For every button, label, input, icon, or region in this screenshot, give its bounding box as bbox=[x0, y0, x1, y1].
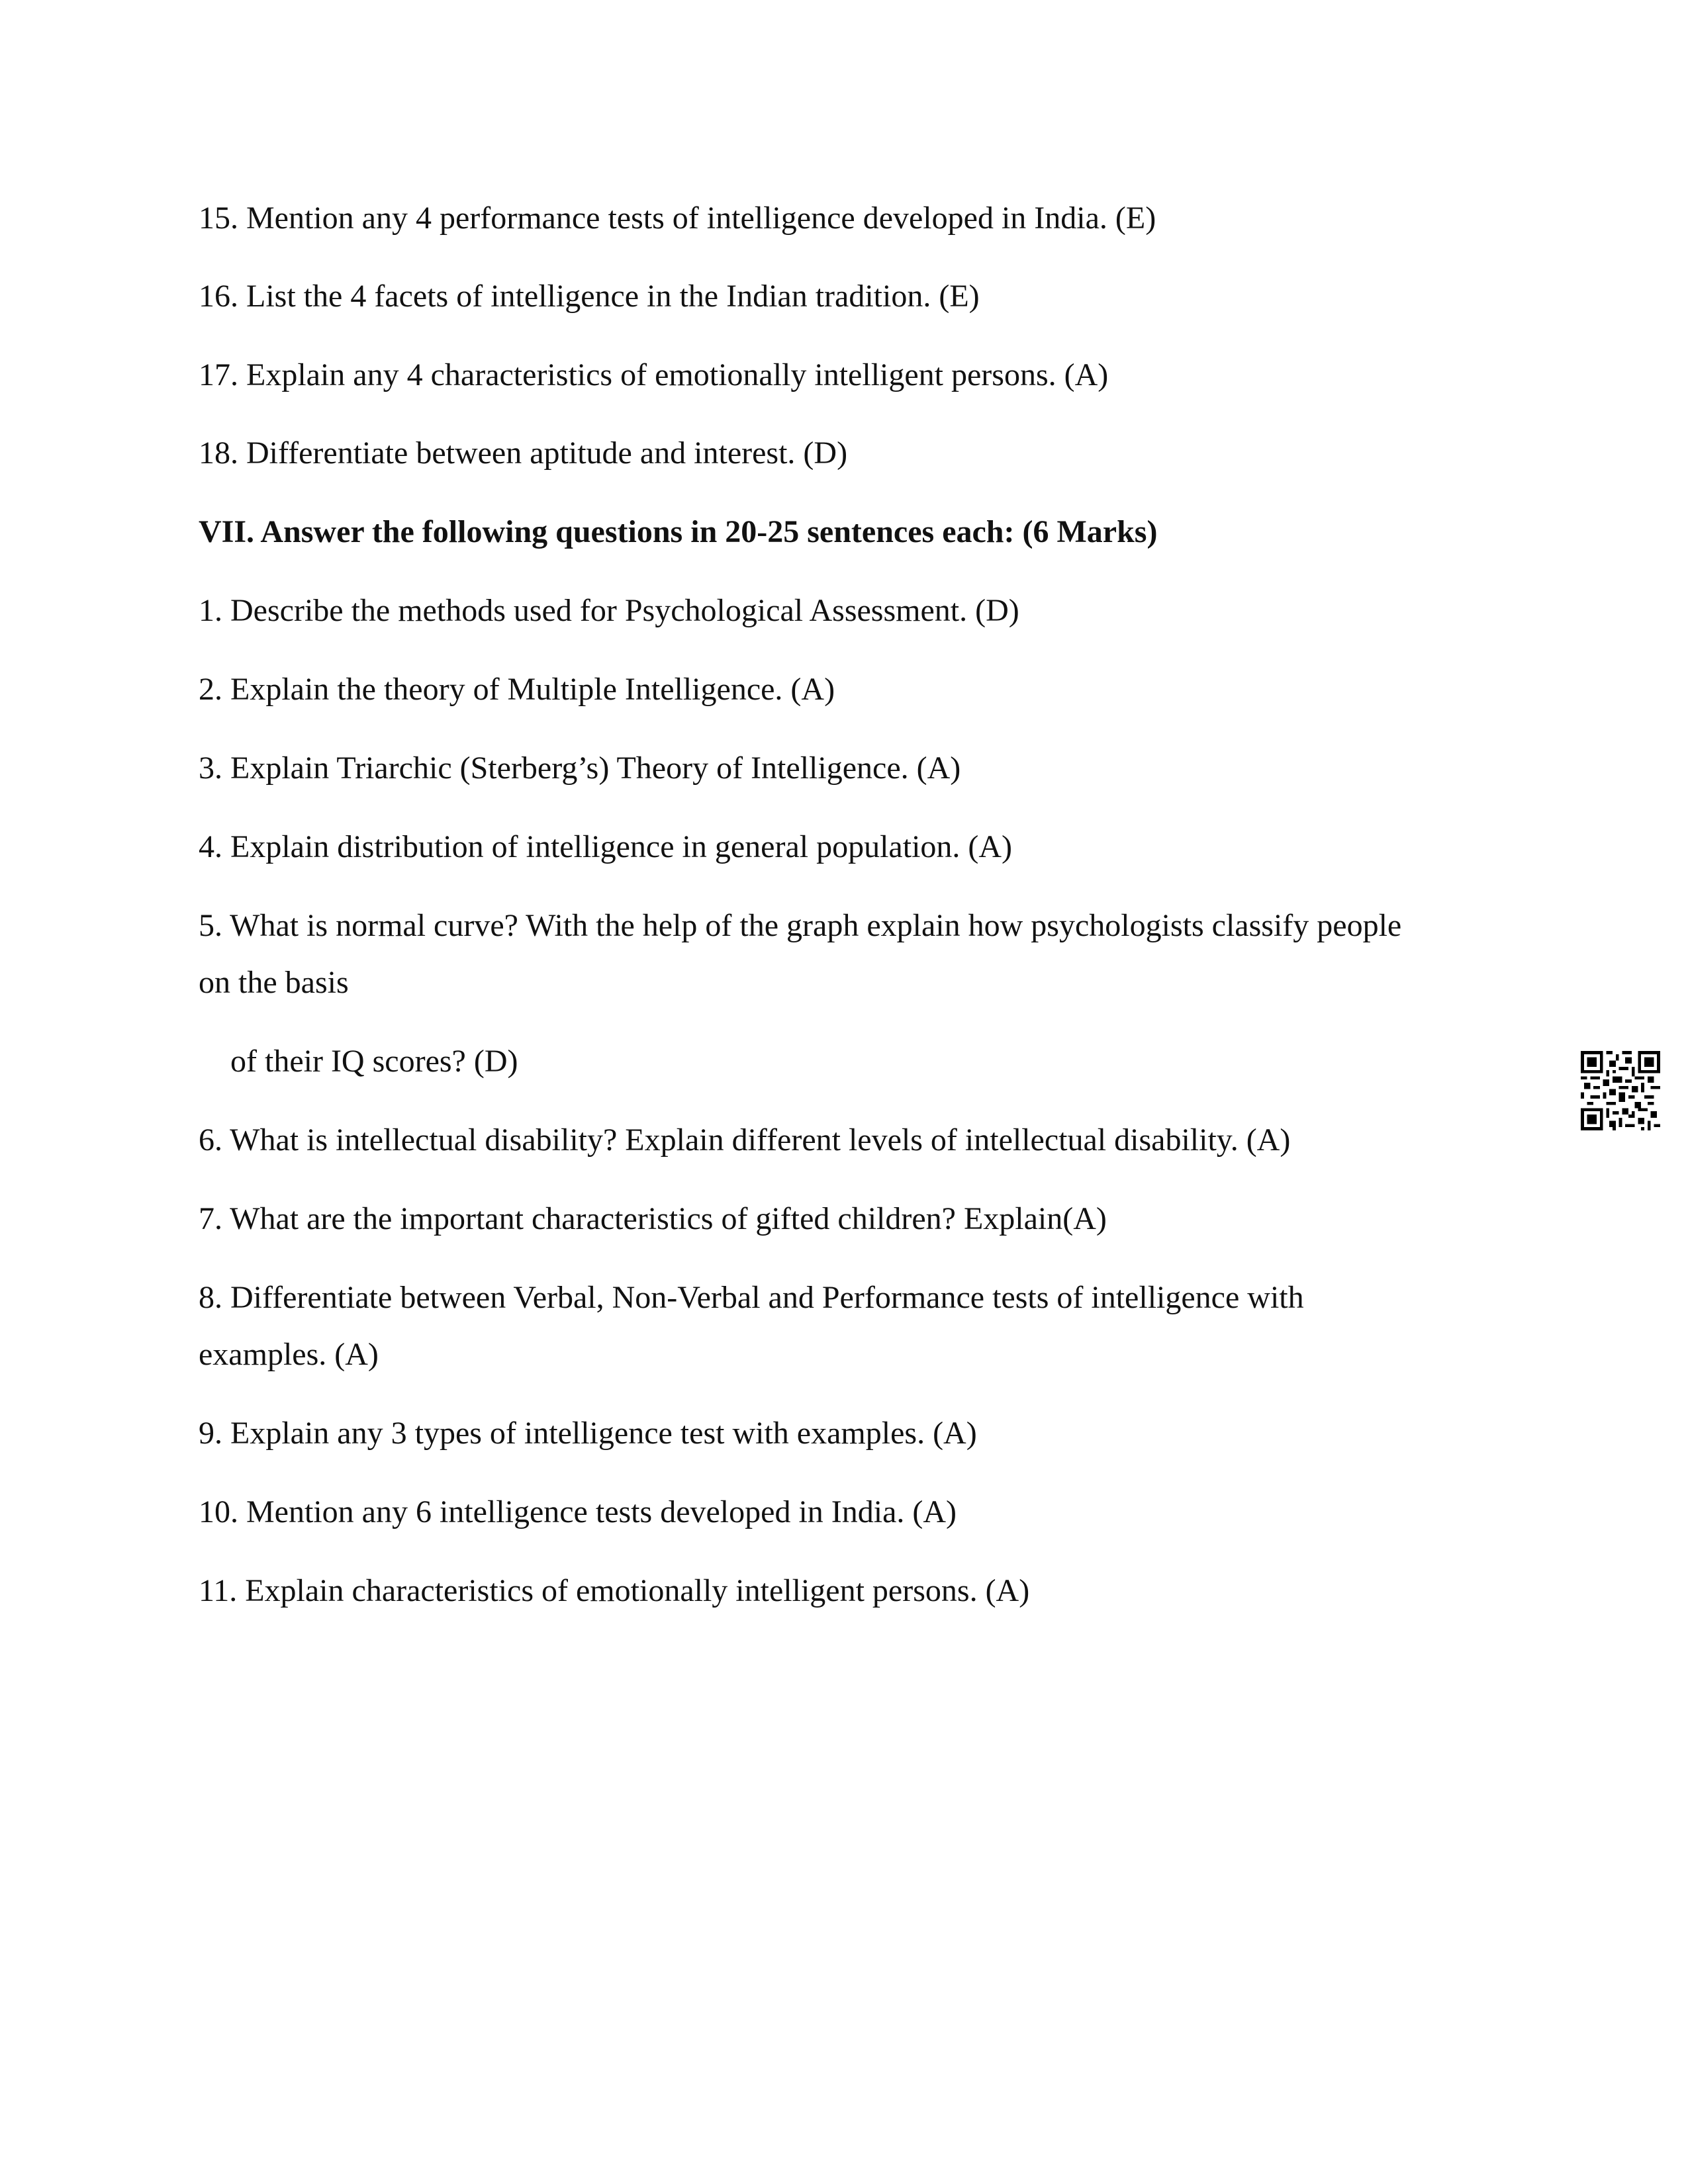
question-11: 11. Explain characteristics of emotionally intelligent persons. (A) bbox=[199, 1573, 1030, 1608]
qr-code-icon bbox=[1581, 1051, 1660, 1130]
question-7: 7. What are the important characteristics of gifted children? Explain(A) bbox=[199, 1201, 1107, 1236]
question-16: 16. List the 4 facets of intelligence in the Indian tradition. (E) bbox=[199, 279, 980, 314]
question-8-line-1: 8. Differentiate between Verbal, Non-Verbal and Performance tests of intelligence with bbox=[199, 1280, 1304, 1315]
question-4: 4. Explain distribution of intelligence in general population. (A) bbox=[199, 829, 1013, 864]
question-5-line-2: on the basis bbox=[199, 965, 349, 1000]
question-3: 3. Explain Triarchic (Sterberg’s) Theory of Intelligence. (A) bbox=[199, 751, 961, 786]
question-18: 18. Differentiate between aptitude and interest. (D) bbox=[199, 435, 848, 471]
question-2: 2. Explain the theory of Multiple Intelligence. (A) bbox=[199, 672, 835, 707]
question-5-line-1: 5. What is normal curve? With the help of the graph explain how psychologists classify people bbox=[199, 908, 1402, 943]
question-9: 9. Explain any 3 types of intelligence test with examples. (A) bbox=[199, 1416, 977, 1451]
question-17: 17. Explain any 4 characteristics of emotionally intelligent persons. (A) bbox=[199, 357, 1109, 392]
question-15: 15. Mention any 4 performance tests of intelligence developed in India. (E) bbox=[199, 201, 1156, 236]
question-1: 1. Describe the methods used for Psychological Assessment. (D) bbox=[199, 593, 1019, 628]
question-5-line-3: of their IQ scores? (D) bbox=[230, 1044, 518, 1079]
section-heading: VII. Answer the following questions in 20-25 sentences each: (6 Marks) bbox=[199, 514, 1158, 549]
question-6: 6. What is intellectual disability? Explain different levels of intellectual disability. (A) bbox=[199, 1122, 1291, 1158]
question-8-line-2: examples. (A) bbox=[199, 1337, 379, 1372]
question-10: 10. Mention any 6 intelligence tests developed in India. (A) bbox=[199, 1494, 957, 1529]
